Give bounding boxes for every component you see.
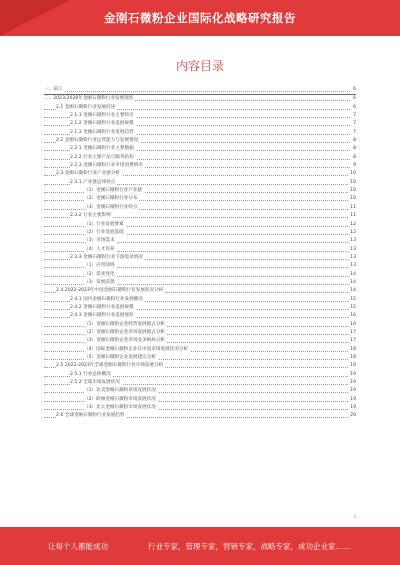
toc-entry-page: 6: [351, 104, 356, 112]
table-of-contents: [44, 86, 356, 421]
toc-entry-page: 15: [348, 304, 356, 312]
footer-slogan: 让每个人都能成功: [48, 542, 108, 551]
toc-entry-label: 2.2.1 金刚石微粉行业主要数据: [70, 145, 136, 153]
toc-entry[interactable]: [44, 254, 356, 262]
toc-entry-label: 2.2.2 行业主要产品与服务结构: [70, 154, 136, 162]
toc-entry-label: （3）金刚石微粉企业市场竞争格局分析: [84, 337, 167, 345]
toc-entry-label: （3）市场需求: [84, 237, 117, 245]
toc-entry-label: 2.2.3 金刚石微粉行业市场消费情况: [70, 162, 145, 170]
toc-entry-page: 8: [351, 154, 356, 162]
toc-entry[interactable]: [44, 271, 356, 279]
toc-entry-label: （1）北美金刚石微粉市场发展状况: [84, 387, 158, 395]
toc-entry-label: （2）需求变化: [84, 271, 117, 279]
toc-entry[interactable]: [44, 221, 356, 229]
toc-entry-page: 19: [348, 396, 356, 404]
toc-entry-page: 13: [348, 262, 356, 270]
toc-entry-label: 2.4.1 国内金刚石微粉行业发展概况: [70, 296, 145, 304]
toc-entry-label: （2）金刚石微粉企业市场发展模式分析: [84, 329, 167, 337]
toc-entry[interactable]: [44, 262, 356, 270]
toc-entry[interactable]: [44, 170, 356, 178]
toc-entry[interactable]: [44, 387, 356, 395]
toc-entry-page: 10: [348, 187, 356, 195]
toc-entry-label: （1）金刚石微粉企业经营发展模式分析: [84, 321, 167, 329]
toc-entry-label: 2.5 2022-2023年全球金刚石微粉行业市场发展分析: [56, 362, 165, 370]
toc-entry-label: （1）金刚石微粉行业产业链: [84, 187, 144, 195]
toc-entry[interactable]: [44, 195, 356, 203]
toc-entry-page: 18: [348, 354, 356, 362]
toc-entry[interactable]: [44, 104, 356, 112]
toc-entry-label: （2）行业发展基础: [84, 229, 126, 237]
toc-entry-label: 2.1 金刚石微粉行业发展综述: [56, 104, 117, 112]
toc-entry-label: 2.5.2 全球市场发展状况: [70, 379, 122, 387]
toc-entry-label: 2.5.1 行业总体概况: [70, 371, 113, 379]
toc-entry-label: 2.1.3 金刚石微粉行业发展趋势: [70, 129, 136, 137]
toc-entry[interactable]: [44, 212, 356, 220]
toc-entry-page: 17: [348, 337, 356, 345]
toc-entry-page: 11: [348, 204, 356, 212]
toc-entry-page: 7: [351, 112, 356, 120]
toc-entry-label: 2.4 2022-2023年中国金刚石微粉行业发展状况分析: [56, 287, 165, 295]
toc-entry-label: （3）金刚石微粉行业特点: [84, 204, 139, 212]
toc-entry[interactable]: [44, 379, 356, 387]
toc-entry[interactable]: [44, 94, 356, 103]
toc-entry-page: 20: [348, 412, 356, 420]
toc-entry[interactable]: [44, 354, 356, 362]
toc-entry[interactable]: [44, 329, 356, 337]
report-header: [0, 0, 400, 36]
toc-entry-label: （1）行业发展要素: [84, 221, 126, 229]
toc-entry-label: （4）人才培养: [84, 246, 117, 254]
toc-entry-page: 9: [351, 162, 356, 170]
toc-entry-label: （3）亚太金刚石微粉市场发展状况: [84, 404, 158, 412]
toc-entry[interactable]: [44, 120, 356, 128]
toc-entry[interactable]: [44, 296, 356, 304]
toc-entry[interactable]: [44, 321, 356, 329]
toc-entry[interactable]: [44, 137, 356, 145]
toc-entry-page: 19: [348, 371, 356, 379]
toc-entry-label: （1）应用领域: [84, 262, 117, 270]
toc-entry-page: 14: [348, 271, 356, 279]
toc-entry-page: 14: [348, 287, 356, 295]
toc-entry-label: 2.1.1 金刚石微粉行业主要特点: [70, 112, 136, 120]
toc-entry[interactable]: [44, 396, 356, 404]
toc-entry[interactable]: [44, 162, 356, 170]
toc-entry-page: 7: [351, 129, 356, 137]
toc-entry-label: （2）金刚石微粉行业分布: [84, 195, 139, 203]
toc-entry-page: 19: [348, 362, 356, 370]
toc-entry-page: 6: [351, 95, 356, 103]
toc-entry[interactable]: [44, 412, 356, 420]
toc-entry-page: 6: [351, 86, 356, 94]
toc-entry[interactable]: [44, 129, 356, 137]
toc-entry-page: 17: [348, 329, 356, 337]
toc-entry[interactable]: [44, 304, 356, 312]
toc-entry[interactable]: [44, 154, 356, 162]
toc-entry[interactable]: [44, 112, 356, 120]
toc-entry-label: 2.3.2 行业主要影响: [70, 212, 113, 220]
toc-entry-label: （2）欧洲金刚石微粉市场发展状况: [84, 396, 158, 404]
toc-entry-label: （4）国际金刚石微粉企业在中国市场发展状况分析: [84, 346, 190, 354]
toc-entry[interactable]: [44, 279, 356, 287]
toc-entry-page: 10: [348, 170, 356, 178]
toc-entry-page: 13: [348, 237, 356, 245]
toc-entry-page: 14: [348, 279, 356, 287]
toc-entry-label: 2.3.3 金刚石微粉行业下游需求情况: [70, 254, 145, 262]
toc-entry-label: 2.3.1 产业链总体特点: [70, 179, 117, 187]
footer-tagline: 行业专家，管理专家，营销专家，战略专家，成功企业家……: [148, 542, 351, 551]
toc-entry[interactable]: [44, 337, 356, 345]
toc-entry-page: 15: [348, 296, 356, 304]
report-title: 金刚石微粉企业国际化战略研究报告: [104, 11, 296, 25]
toc-entry[interactable]: [44, 86, 356, 94]
toc-entry-label: 2.2 金刚石微粉行业运营能力与发展情况: [56, 137, 140, 145]
toc-entry-label: 2.1.2 金刚石微粉行业发展规模: [70, 120, 136, 128]
toc-leader-dots: [44, 91, 356, 92]
toc-entry[interactable]: [44, 371, 356, 379]
toc-entry[interactable]: [44, 204, 356, 212]
toc-entry[interactable]: [44, 287, 356, 295]
toc-entry[interactable]: [44, 229, 356, 237]
toc-entry-label: 2.4.2 金刚石微粉行业发展规模: [70, 304, 136, 312]
toc-entry-label: 2.6 全球金刚石微粉行业发展趋势: [56, 412, 127, 420]
toc-entry-label: 2.3 金刚石微粉行业产业链分析: [56, 170, 122, 178]
toc-entry-page: 19: [348, 404, 356, 412]
toc-entry-label: 一、前言: [44, 86, 64, 94]
toc-entry-page: 10: [348, 195, 356, 203]
toc-entry-page: 19: [348, 379, 356, 387]
toc-entry-page: 16: [348, 321, 356, 329]
toc-entry[interactable]: [44, 312, 356, 320]
toc-entry[interactable]: [44, 145, 356, 153]
toc-entry[interactable]: [44, 246, 356, 254]
toc-entry[interactable]: [44, 187, 356, 195]
toc-entry-page: 18: [348, 346, 356, 354]
toc-entry-label: （3）发展前景: [84, 279, 117, 287]
toc-entry-page: 12: [348, 221, 356, 229]
toc-entry-page: 8: [351, 145, 356, 153]
toc-entry-label: 2.4.3 金刚石微粉行业发展现状: [70, 312, 136, 320]
toc-entry-page: 8: [351, 137, 356, 145]
toc-entry-page: 13: [348, 246, 356, 254]
report-footer: [0, 527, 400, 565]
toc-entry-page: 19: [348, 387, 356, 395]
toc-entry[interactable]: [44, 404, 356, 412]
toc-title: 内容目录: [175, 59, 224, 73]
toc-entry[interactable]: [44, 362, 356, 370]
toc-entry[interactable]: [44, 346, 356, 354]
toc-entry-page: 10: [348, 179, 356, 187]
toc-entry-page: 11: [348, 212, 356, 220]
toc-entry-page: 13: [348, 254, 356, 262]
toc-entry[interactable]: [44, 179, 356, 187]
toc-entry-page: 16: [348, 312, 356, 320]
toc-entry[interactable]: [44, 237, 356, 245]
toc-entry-label: （5）金刚石微粉企业发展建议分析: [84, 354, 158, 362]
toc-entry-page: 7: [351, 120, 356, 128]
toc-entry-page: 12: [348, 229, 356, 237]
toc-entry-label: 二、2023-2028年金刚石微粉行业发展现状: [44, 95, 135, 103]
page-number: 3: [353, 514, 356, 519]
